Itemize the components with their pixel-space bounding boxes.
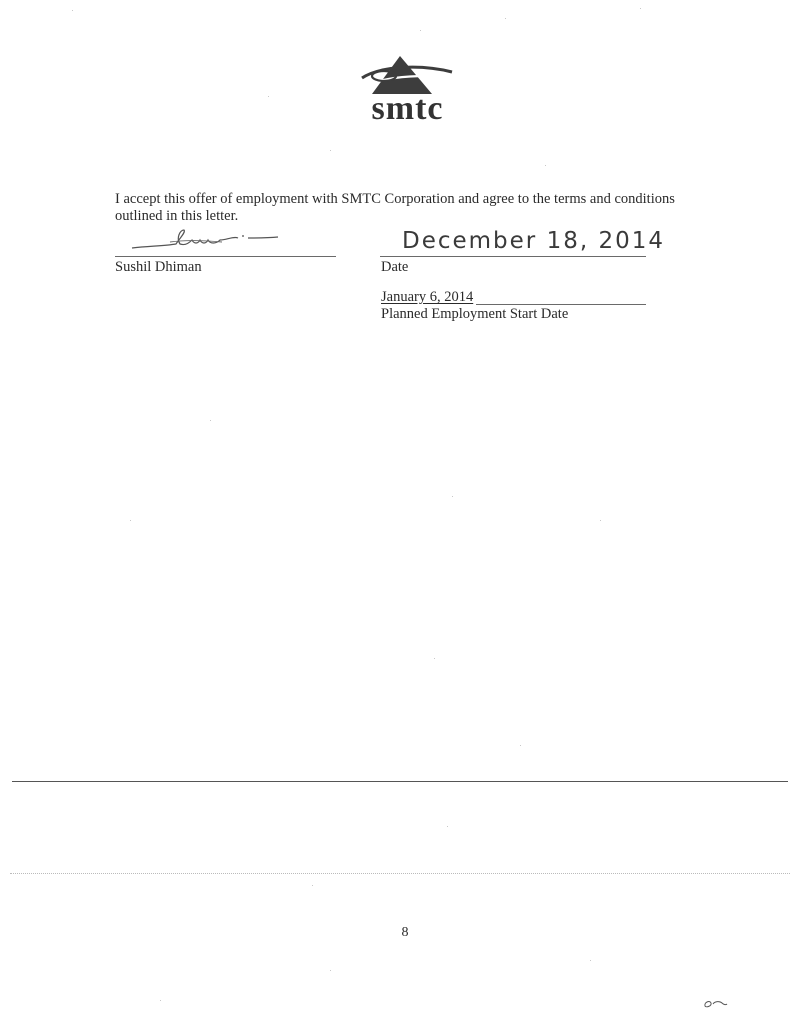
handwritten-date: December 18, 2014 <box>402 228 666 254</box>
start-date-value: January 6, 2014 <box>381 289 474 305</box>
signature-mark <box>130 226 280 254</box>
signature-line <box>115 256 336 257</box>
date-label: Date <box>381 259 409 275</box>
handwritten-signature <box>130 226 280 254</box>
signatory-name: Sushil Dhiman <box>115 259 202 275</box>
start-date-line <box>476 304 646 305</box>
date-line <box>380 256 646 257</box>
page-divider <box>12 781 788 782</box>
acceptance-statement: I accept this offer of employment with SMTC Corporation and agree to the terms and conditions outlined in this letter. <box>115 191 675 224</box>
logo-wordmark: smtc <box>371 90 444 127</box>
scan-artifact-line <box>10 873 790 874</box>
page-number: 8 <box>401 925 409 940</box>
company-logo <box>340 48 470 128</box>
handwritten-initials <box>702 996 728 1010</box>
start-date-label: Planned Employment Start Date <box>381 306 569 322</box>
initials-mark <box>702 996 728 1015</box>
